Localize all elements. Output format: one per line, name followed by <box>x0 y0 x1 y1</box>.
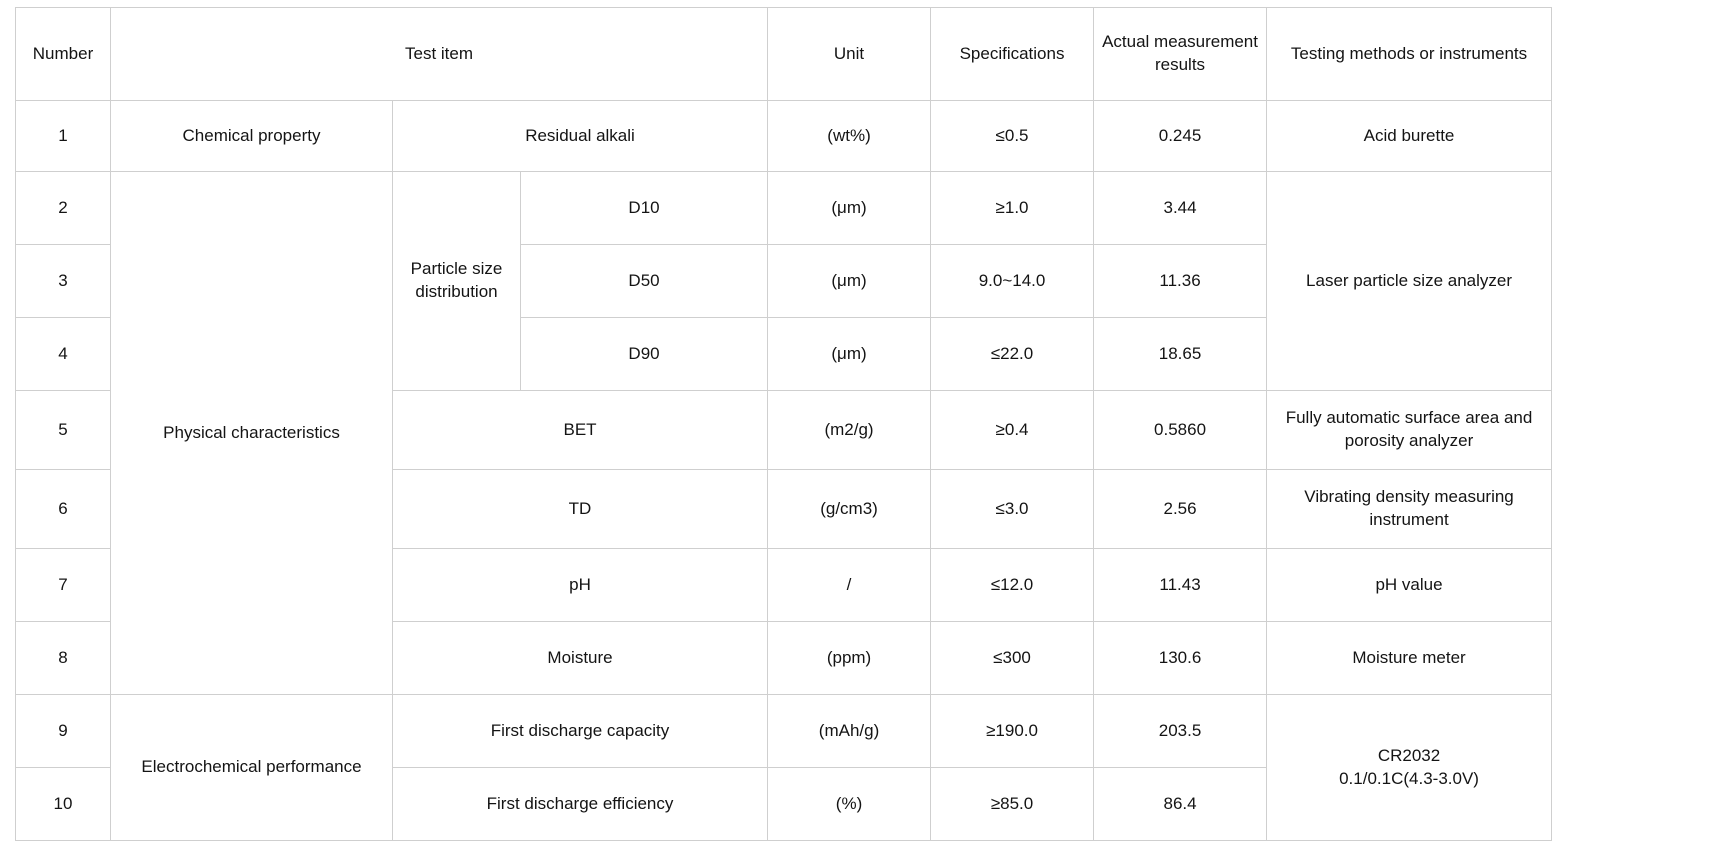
header-test-item: Test item <box>111 8 768 101</box>
row-number: 4 <box>16 318 111 391</box>
row-test-item: D50 <box>521 245 768 318</box>
row-method <box>1267 695 1552 841</box>
header-unit: Unit <box>768 8 931 101</box>
row-result: 0.245 <box>1094 101 1267 172</box>
row-specification: 9.0~14.0 <box>931 245 1094 318</box>
row-unit: (wt%) <box>768 101 931 172</box>
table-row <box>16 172 1552 245</box>
row-test-item: D10 <box>521 172 768 245</box>
row-result: 86.4 <box>1094 768 1267 841</box>
row-specification: ≤12.0 <box>931 549 1094 622</box>
row-method: Laser particle size analyzer <box>1267 172 1552 391</box>
row-specification: ≤0.5 <box>931 101 1094 172</box>
row-result: 0.5860 <box>1094 391 1267 470</box>
row-number: 5 <box>16 391 111 470</box>
row-specification: ≤3.0 <box>931 470 1094 549</box>
group-particle-size-distribution: Particle size distribution <box>393 172 521 391</box>
row-specification: ≥0.4 <box>931 391 1094 470</box>
row-result: 11.43 <box>1094 549 1267 622</box>
row-unit: (g/cm3) <box>768 470 931 549</box>
row-specification: ≥1.0 <box>931 172 1094 245</box>
header-number: Number <box>16 8 111 101</box>
row-method: pH value <box>1267 549 1552 622</box>
row-specification: ≤300 <box>931 622 1094 695</box>
row-unit: (mAh/g) <box>768 695 931 768</box>
row-result: 2.56 <box>1094 470 1267 549</box>
row-unit: / <box>768 549 931 622</box>
row-number: 2 <box>16 172 111 245</box>
row-method: Moisture meter <box>1267 622 1552 695</box>
method-line-1: CR2032 <box>1377 745 1441 765</box>
row-unit: (m2/g) <box>768 391 931 470</box>
row-method: Fully automatic surface area and porosity analyzer <box>1267 391 1552 470</box>
row-number: 9 <box>16 695 111 768</box>
row-test-item: pH <box>393 549 768 622</box>
header-testing-methods: Testing methods or instruments <box>1267 8 1552 101</box>
row-specification: ≥85.0 <box>931 768 1094 841</box>
row-test-item: D90 <box>521 318 768 391</box>
row-test-item: Moisture <box>393 622 768 695</box>
row-unit: (ppm) <box>768 622 931 695</box>
group-physical-characteristics: Physical characteristics <box>111 172 393 695</box>
row-method: Vibrating density measuring instrument <box>1267 470 1552 549</box>
row-test-item: Residual alkali <box>393 101 768 172</box>
table-header-row <box>16 8 1552 101</box>
header-specifications: Specifications <box>931 8 1094 101</box>
row-number: 3 <box>16 245 111 318</box>
row-method: Acid burette <box>1267 101 1552 172</box>
group-chemical-property: Chemical property <box>111 101 393 172</box>
row-specification: ≥190.0 <box>931 695 1094 768</box>
row-test-item: First discharge efficiency <box>393 768 768 841</box>
row-unit: (%) <box>768 768 931 841</box>
method-line-2: 0.1/0.1C(4.3-3.0V) <box>1339 768 1479 788</box>
row-number: 7 <box>16 549 111 622</box>
table-row <box>16 101 1552 172</box>
row-number: 8 <box>16 622 111 695</box>
row-number: 6 <box>16 470 111 549</box>
row-test-item: BET <box>393 391 768 470</box>
row-unit: (μm) <box>768 172 931 245</box>
header-actual-measurement-results: Actual measurement results <box>1094 8 1267 101</box>
row-result: 3.44 <box>1094 172 1267 245</box>
group-electrochemical-performance: Electrochemical performance <box>111 695 393 841</box>
row-result: 11.36 <box>1094 245 1267 318</box>
row-unit: (μm) <box>768 245 931 318</box>
row-number: 1 <box>16 101 111 172</box>
row-result: 18.65 <box>1094 318 1267 391</box>
specification-table <box>15 7 1552 841</box>
row-specification: ≤22.0 <box>931 318 1094 391</box>
row-number: 10 <box>16 768 111 841</box>
row-result: 203.5 <box>1094 695 1267 768</box>
row-result: 130.6 <box>1094 622 1267 695</box>
row-unit: (μm) <box>768 318 931 391</box>
row-test-item: TD <box>393 470 768 549</box>
row-test-item: First discharge capacity <box>393 695 768 768</box>
table-row <box>16 695 1552 768</box>
